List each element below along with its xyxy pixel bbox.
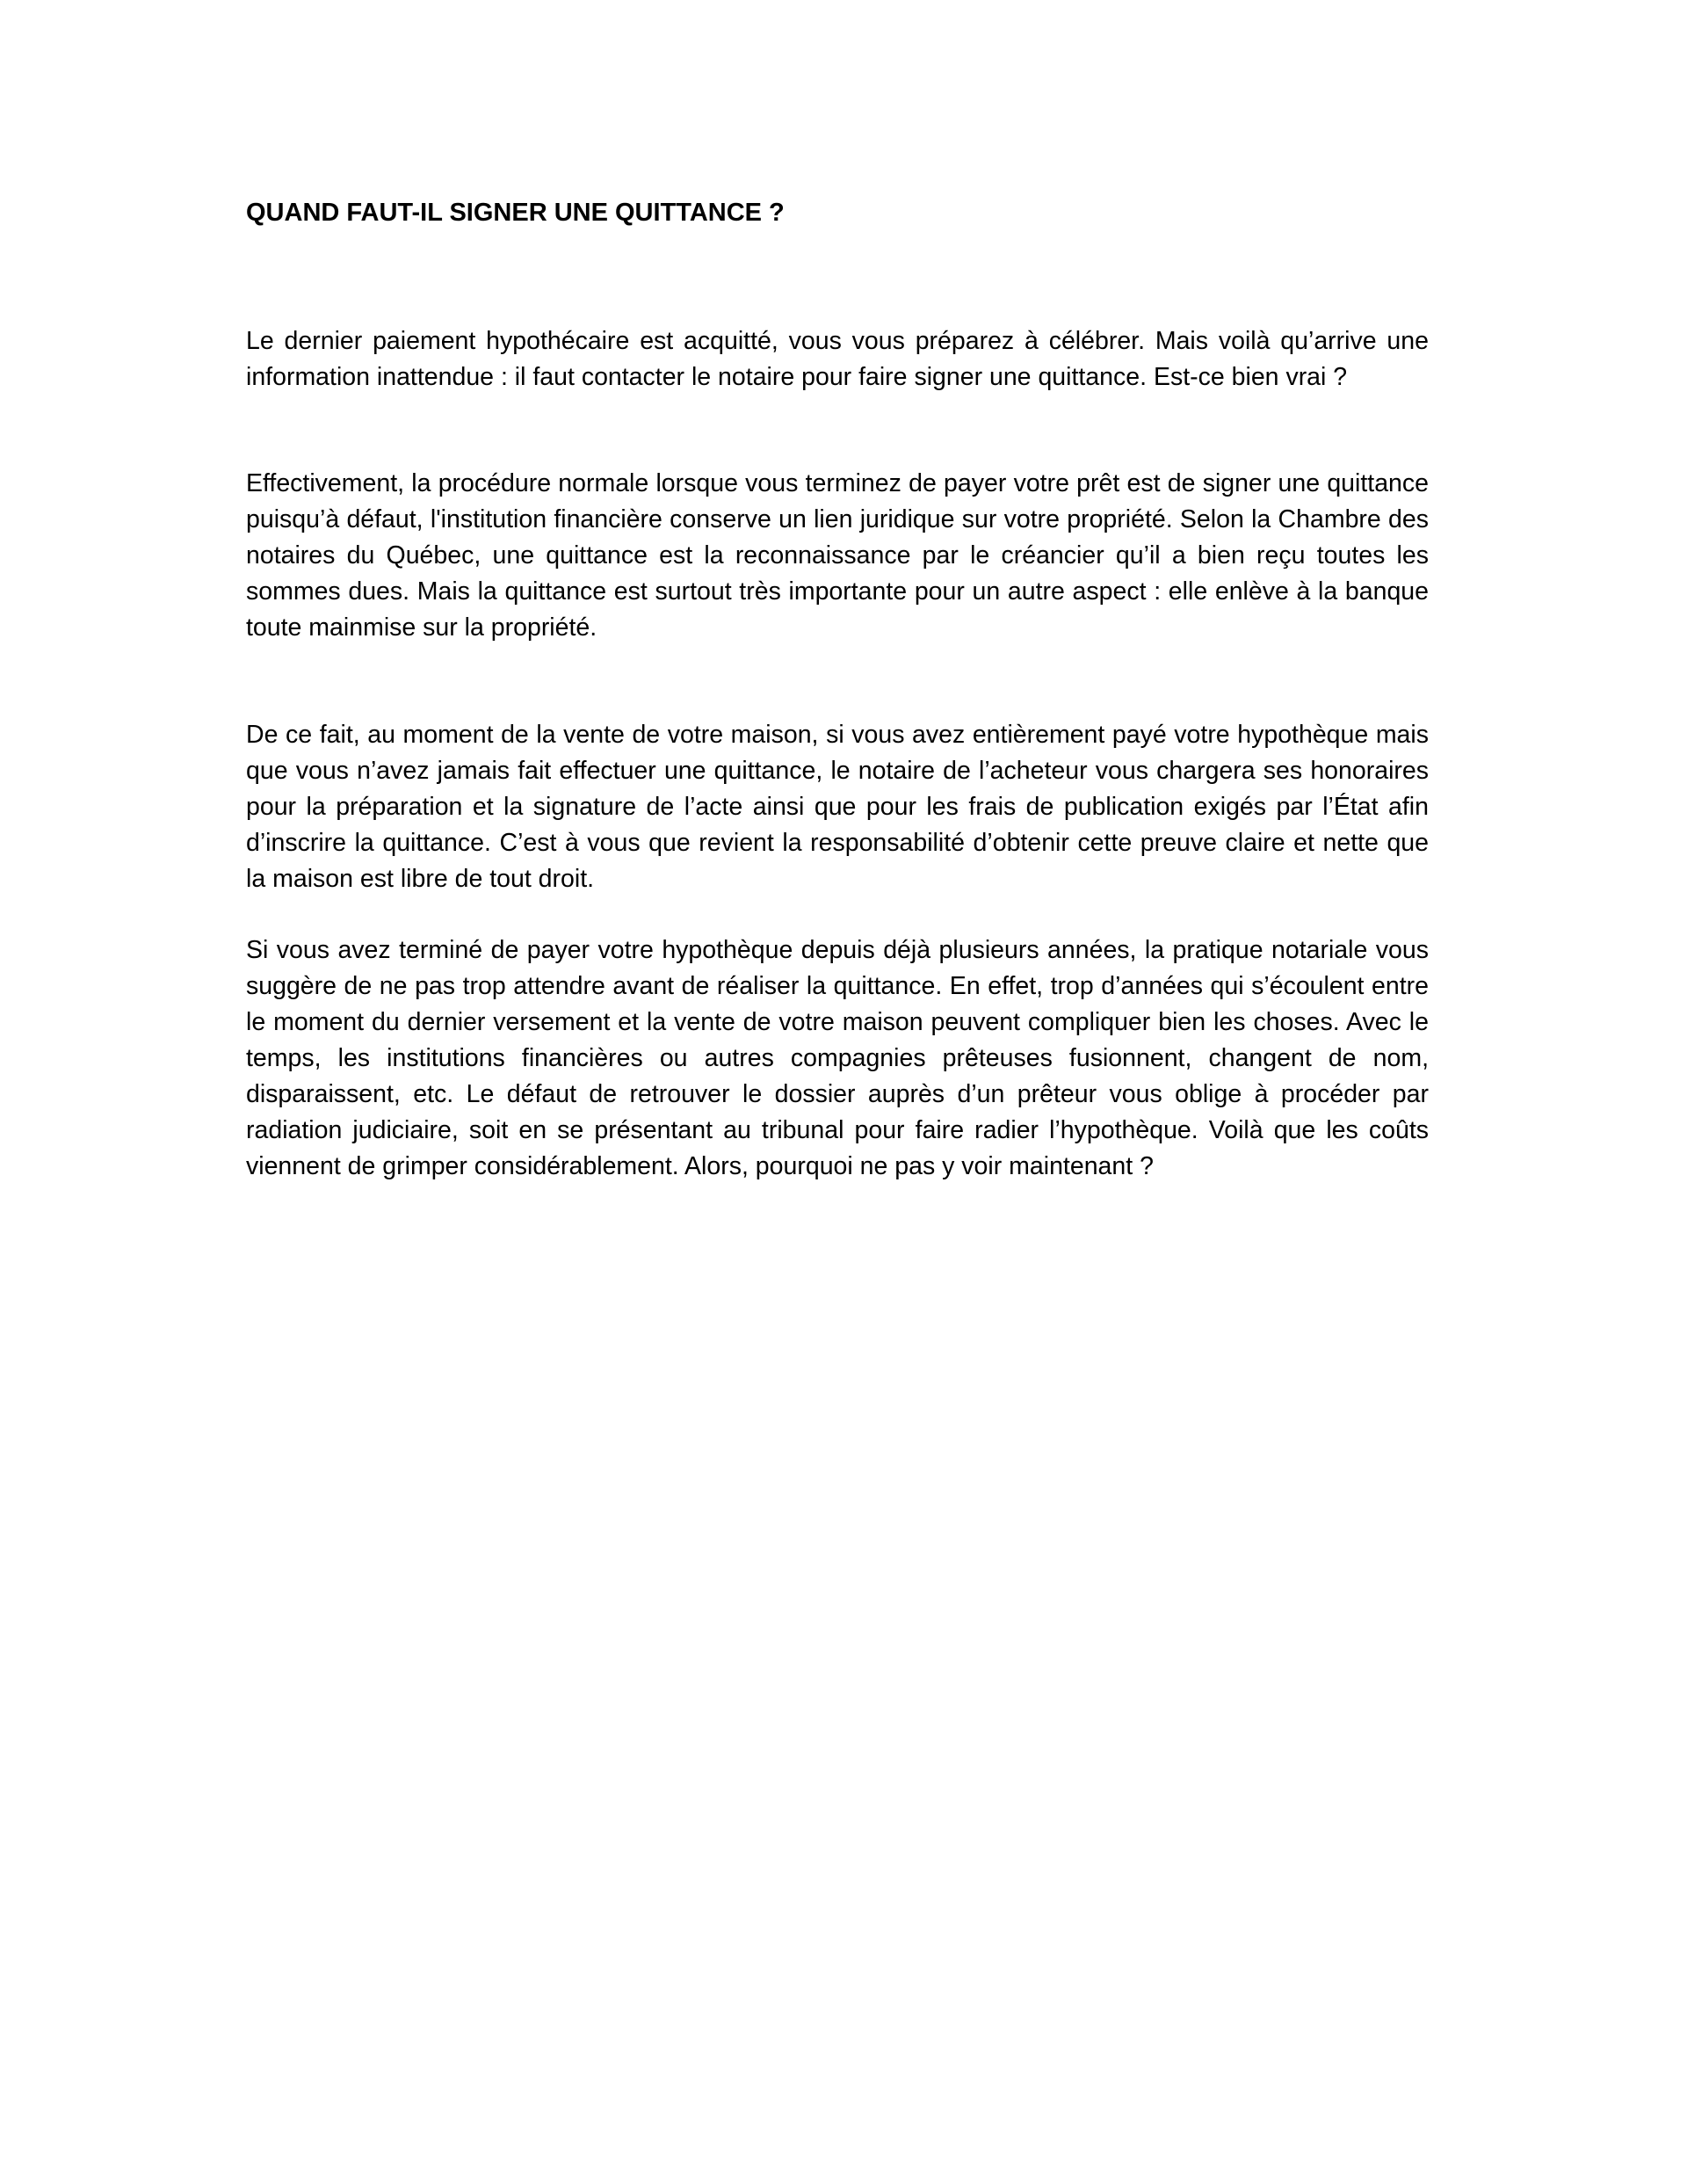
paragraph-sale: De ce fait, au moment de la vente de votre maison, si vous avez entièrement payé votre hypothèque mais que vous n’avez jamais fait effectuer une quittance, le notaire de l’acheteur vous chargera ses honoraires pour la préparation et la signature de l’acte ainsi que pour les frais de publication exigés par l’État afin d’inscrire la quittance. C’est à vous que revient la responsabilité d’obtenir cette preuve claire et nette que la maison est libre de tout droit. xyxy=(246,721,1429,893)
paragraph-advice: Si vous avez terminé de payer votre hypothèque depuis déjà plusieurs années, la pratique notariale vous suggère de ne pas trop attendre avant de réaliser la quittance. En effet, trop d’années qui s’écoulent entre le moment du dernier versement et la vente de votre maison peuvent compliquer bien les choses. Avec le temps, les institutions financières ou autres compagnies prêteuses fusionnent, changent de nom, disparaissent, etc. Le défaut de retrouver le dossier auprès d’un prêteur vous oblige à procéder par radiation judiciaire, soit en se présentant au tribunal pour faire radier l’hypothèque. Voilà que les coûts viennent de grimper considérablement. Alors, pourquoi ne pas y voir maintenant ? xyxy=(246,936,1429,1180)
paragraph-intro: Le dernier paiement hypothécaire est acquitté, vous vous préparez à célébrer. Mais voilà qu’arrive une information inattendue : il faut contacter le notaire pour faire signer une quittance. Est-ce bien vrai ? xyxy=(246,327,1429,391)
document-body xyxy=(246,195,1429,1185)
paragraph-procedure: Effectivement, la procédure normale lorsque vous terminez de payer votre prêt est de signer une quittance puisqu’à défaut, l'institution financière conserve un lien juridique sur votre propriété. Selon la Chambre des notaires du Québec, une quittance est la reconnaissance par le créancier qu’il a bien reçu toutes les sommes dues. Mais la quittance est surtout très importante pour un autre aspect : elle enlève à la banque toute mainmise sur la propriété. xyxy=(246,469,1429,642)
document-title: QUAND FAUT-IL SIGNER UNE QUITTANCE ? xyxy=(246,199,785,227)
